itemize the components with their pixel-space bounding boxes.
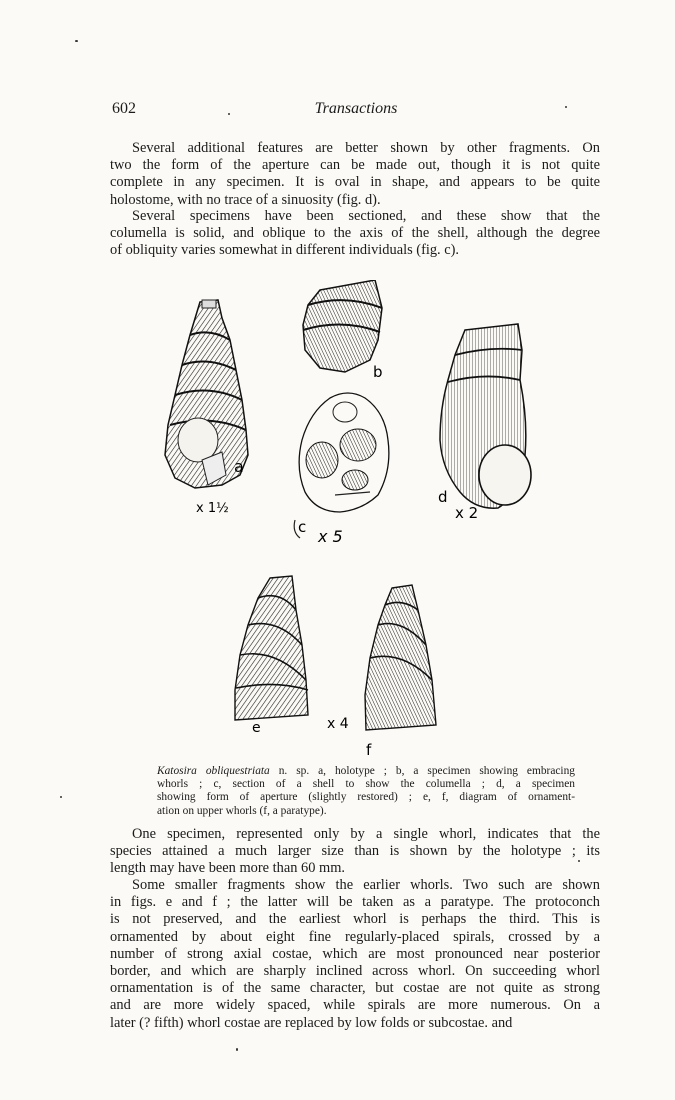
text-line: Several specimens have been sectioned, and these show that the	[132, 208, 600, 224]
text-line: of obliquity varies somewhat in different individuals (fig. c).	[110, 242, 460, 259]
text-line: Some smaller fragments show the earlier whorls. Two such are shown	[132, 877, 600, 893]
page-header	[112, 100, 600, 124]
caption-line: whorls ; c, section of a shell to show the columella ; d, a specimen	[157, 778, 575, 791]
figure-label-a: a	[234, 457, 244, 476]
figure-d-aperture	[440, 324, 531, 508]
text-line: columella is solid, and oblique to the axis of the shell, although the degree	[110, 225, 600, 242]
magnification-ef: x 4	[327, 716, 349, 732]
figure-e-ornamentation	[235, 576, 308, 720]
figure-label-f: f	[366, 741, 372, 759]
text-line: Several additional features are better shown by other fragments. On	[132, 140, 600, 156]
text-line: is not preserved, and the earliest whorl is perhaps the third. This is	[110, 911, 600, 928]
caption-taxon: Katosira obliquestriata	[157, 765, 270, 777]
text-line: One specimen, represented only by a single whorl, indicates that the	[132, 826, 600, 842]
text-line: species attained a much larger size than is shown by the holotype ; its	[110, 843, 600, 860]
paragraph-size	[110, 826, 600, 878]
figure-f-paratype	[365, 585, 436, 730]
text-line: and are more widely spaced, while spirals are more numerous. On a	[110, 997, 600, 1014]
caption-line: Katosira obliquestriata n. sp. a, holotype ; b, a specimen showing embracing	[157, 765, 575, 777]
scan-speck	[565, 106, 567, 108]
text-line: later (? fifth) whorl costae are replaced by low folds or subcostae. and	[110, 1014, 513, 1031]
text-line: ornamentation is of the same character, but costae are not quite as strong	[110, 980, 600, 997]
paragraph-earlier-whorls	[110, 877, 600, 1032]
figure-caption	[135, 765, 575, 818]
figure-label-d: d	[438, 488, 448, 506]
text-line: length may have been more than 60 mm.	[110, 860, 345, 877]
text-line: holostome, with no trace of a sinuosity (fig. d).	[110, 191, 381, 208]
text-line: in figs. e and f ; the latter will be taken as a paratype. The protoconch	[110, 894, 600, 911]
text-line: border, and which are sharply inclined across whorl. On succeeding whorl	[110, 963, 600, 980]
text-line: ornamented by about eight fine regularly-placed spirals, crossed by a	[110, 928, 600, 945]
figure-c-section	[294, 393, 389, 538]
paragraph-sections	[110, 208, 600, 260]
figure-label-e: e	[252, 720, 261, 736]
magnification-d: x 2	[455, 504, 479, 522]
text-line: two the form of the aperture can be made out, though it is not quite	[110, 157, 600, 174]
running-title: Transactions	[314, 100, 398, 117]
magnification-a: x 1½	[196, 501, 229, 516]
figure-label-b: b	[373, 363, 383, 381]
figure-b-embracing-whorls	[303, 280, 382, 372]
figure-label-c: c	[298, 518, 307, 536]
page-number: 602	[112, 100, 136, 117]
magnification-c: x 5	[318, 527, 343, 546]
paragraph-aperture	[110, 140, 600, 209]
scan-speck	[228, 113, 230, 115]
scan-speck	[578, 860, 580, 862]
scan-speck	[75, 40, 78, 42]
scan-speck	[60, 796, 62, 798]
shell-figure-plate	[130, 280, 580, 760]
caption-line: showing form of aperture (slightly restored) ; e, f, diagram of ornament-	[157, 791, 575, 804]
caption-line: ation on upper whorls (f, a paratype).	[157, 804, 327, 817]
text-line: number of strong axial costae, which are most pronounced near posterior	[110, 945, 600, 962]
text-line: complete in any specimen. It is oval in shape, and appears to be quite	[110, 174, 600, 191]
scan-speck	[236, 1048, 238, 1051]
